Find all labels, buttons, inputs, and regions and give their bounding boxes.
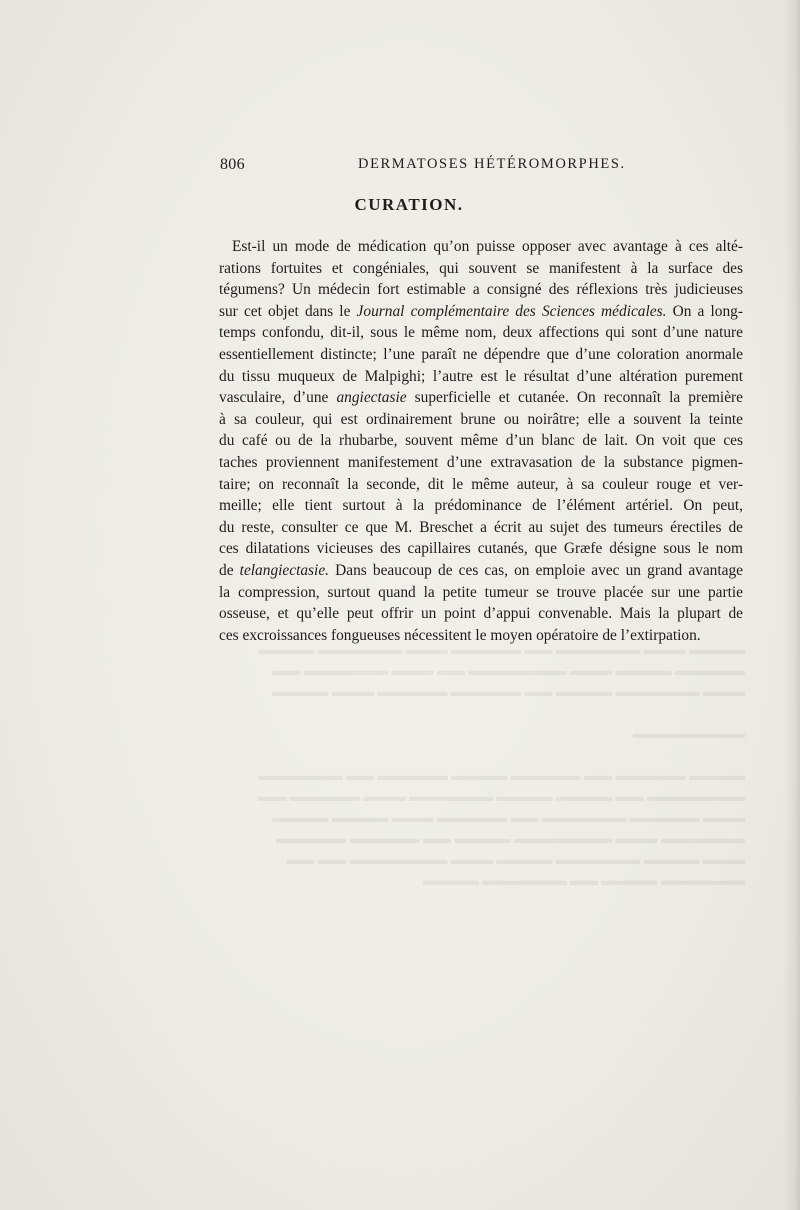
text-segment: superficielle et cutanée. On reconnaît la première: [406, 389, 743, 407]
running-header: [218, 156, 742, 176]
running-head-title: DERMATOSES HÉTÉROMORPHES.: [358, 156, 626, 172]
text-segment: sur cet objet dans le: [219, 302, 357, 320]
text-line: meille; elle tient surtout à la prédominance de l’élément artériel. On peut,: [219, 497, 743, 515]
text-line: osseuse, et qu’elle peut offrir un point d’appui convenable. Mais la plupart de: [219, 605, 743, 623]
text-line: [219, 560, 743, 582]
page-number: 806: [220, 156, 245, 173]
text-line: à sa couleur, qui est ordinairement brune ou noirâtre; elle a souvent la teinte: [219, 410, 743, 428]
text-line: ces dilatations vicieuses des capillaires cutanés, que Græfe désigne sous le nom: [219, 540, 743, 558]
term-italic: angiectasie: [336, 389, 407, 407]
text-line: Est-il un mode de médication qu’on puisse opposer avec avantage à ces alté-: [232, 238, 743, 255]
text-line: rations fortuites et congéniales, qui souvent se manifestent à la surface des: [219, 259, 743, 277]
text-segment: de: [219, 561, 240, 579]
text-line: ces excroissances fongueuses nécessitent le moyen opératoire de l’extirpation.: [219, 626, 701, 644]
text-line: taches proviennent manifestement d’une extravasation de la substance pigmen-: [219, 453, 743, 471]
term-italic: telangiectasie.: [239, 561, 329, 579]
text-line: tégumens? Un médecin fort estimable a consigné des réflexions très judicieuses: [219, 281, 743, 299]
journal-title-italic: Journal complémentaire des Sciences médicales.: [356, 302, 667, 320]
text-line: temps confondu, dit-il, sous le même nom, deux affections qui sont d’une nature: [219, 324, 743, 342]
show-through-texture: ▬▬▬▬ ▬▬▬ ▬▬▬▬▬▬ ▬▬ ▬▬▬▬▬ ▬▬▬ ▬▬▬▬▬▬ ▬▬▬▬ ▬▬▬▬▬ ▬▬▬▬ ▬▬▬ ▬▬▬▬▬▬▬ ▬▬ ▬▬▬ ▬▬▬▬▬▬ ▬▬ ▬▬▬ ▬▬▬▬▬▬ ▬▬▬▬ ▬▬ ▬▬▬▬▬ ▬▬▬▬▬ ▬▬▬ ▬▬▬▬ ▬▬▬▬▬▬▬▬ ▬▬▬▬ ▬▬▬▬▬ ▬▬ ▬▬▬▬▬ ▬▬▬▬ ▬▬▬▬▬ ▬▬ ▬▬▬▬▬▬ ▬▬▬▬▬▬▬ ▬▬ ▬▬▬▬ ▬▬▬▬ ▬▬▬▬▬▬ ▬▬▬ ▬▬▬▬▬ ▬▬ ▬▬▬ ▬▬▬▬▬ ▬▬▬▬▬▬ ▬▬ ▬▬▬▬▬ ▬▬▬ ▬▬▬▬ ▬▬▬▬ ▬▬▬▬▬▬ ▬▬▬ ▬▬▬▬▬▬▬ ▬▬▬▬ ▬▬ ▬▬▬▬▬ ▬▬▬▬▬ ▬▬▬ ▬▬▬▬ ▬▬▬▬▬▬ ▬▬▬▬ ▬▬▬ ▬▬▬▬▬▬▬ ▬▬ ▬▬ ▬▬▬▬▬▬ ▬▬▬▬ ▬▬ ▬▬▬▬▬▬ ▬▬▬▬: [258, 643, 745, 889]
text-line: du reste, consulter ce que M. Breschet a écrit au sujet des tumeurs érectiles de: [219, 518, 743, 536]
text-line: la compression, surtout quand la petite tumeur se trouve placée sur une partie: [219, 583, 743, 601]
text-line: [219, 387, 743, 409]
text-line: du tissu muqueux de Malpighi; l’autre est le résultat d’une altération purement: [219, 367, 743, 385]
text-segment: vasculaire, d’une: [219, 389, 337, 407]
text-line: du café ou de la rhubarbe, souvent même d’un blanc de lait. On voit que ces: [219, 432, 743, 450]
page-edge-shadow: [782, 0, 800, 1210]
body-paragraph: [219, 236, 743, 646]
text-segment: Dans beaucoup de ces cas, on emploie avec un grand avantage: [329, 561, 743, 579]
text-segment: On a long-: [666, 302, 743, 320]
text-line: [219, 301, 743, 323]
section-heading: CURATION.: [354, 195, 464, 214]
text-line: taire; on reconnaît la seconde, dit le même auteur, à sa couleur rouge et ver-: [219, 475, 743, 493]
text-line: essentiellement distincte; l’une paraît ne dépendre que d’une coloration anormale: [219, 345, 743, 363]
